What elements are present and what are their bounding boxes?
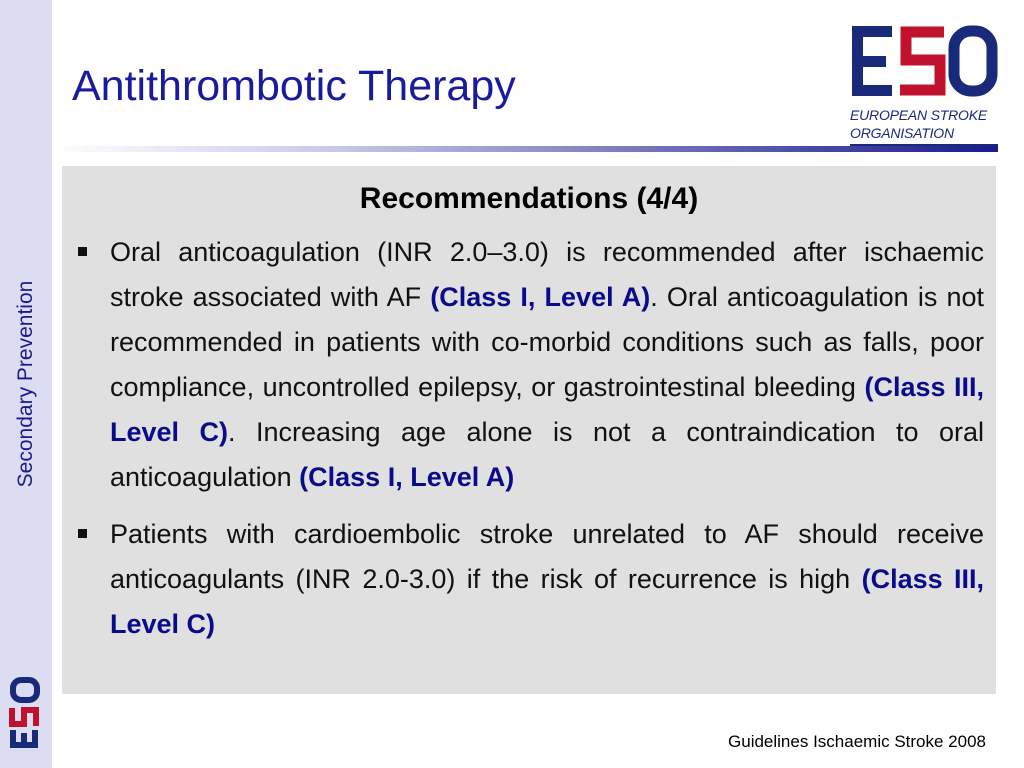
recommendation-item	[78, 230, 984, 500]
evidence-class: (Class III, Level C)	[110, 564, 984, 639]
bullet-square-icon	[78, 247, 87, 256]
eso-logo-small	[2, 672, 46, 752]
title-divider	[52, 146, 998, 152]
bullet-text: . Oral anticoagulation is not recommended in patients with co-morbid conditions such as falls, poor compliance, uncontrolled epilepsy, or gastrointestinal bleeding	[110, 282, 984, 402]
evidence-class: (Class I, Level A)	[299, 462, 515, 492]
bullet-text: Patients with cardioembolic stroke unrelated to AF should receive anticoagulants (INR 2.0-3.0) if the risk of recurrence is high	[110, 519, 984, 594]
section-label: Secondary Prevention	[14, 280, 37, 488]
bullet-square-icon	[78, 529, 87, 538]
recommendations-box	[62, 166, 996, 694]
footer-text: Guidelines Ischaemic Stroke 2008	[728, 732, 986, 751]
recommendation-item	[78, 512, 984, 647]
logo-text-line2: ORGANISATION	[850, 125, 954, 141]
page-title: Antithrombotic Therapy	[72, 62, 516, 110]
logo-text-line1: EUROPEAN STROKE	[850, 107, 988, 123]
evidence-class: (Class III, Level C)	[110, 372, 984, 447]
bullet-text: . Increasing age alone is not a contraindication to oral anticoagulation	[110, 417, 984, 492]
bullet-text: Oral anticoagulation (INR 2.0–3.0) is recommended after ischaemic stroke associated with AF	[110, 237, 984, 312]
recommendation-list	[78, 230, 984, 659]
sidebar	[0, 0, 52, 768]
evidence-class: (Class I, Level A)	[430, 282, 651, 312]
recommendations-heading: Recommendations (4/4)	[359, 182, 699, 215]
